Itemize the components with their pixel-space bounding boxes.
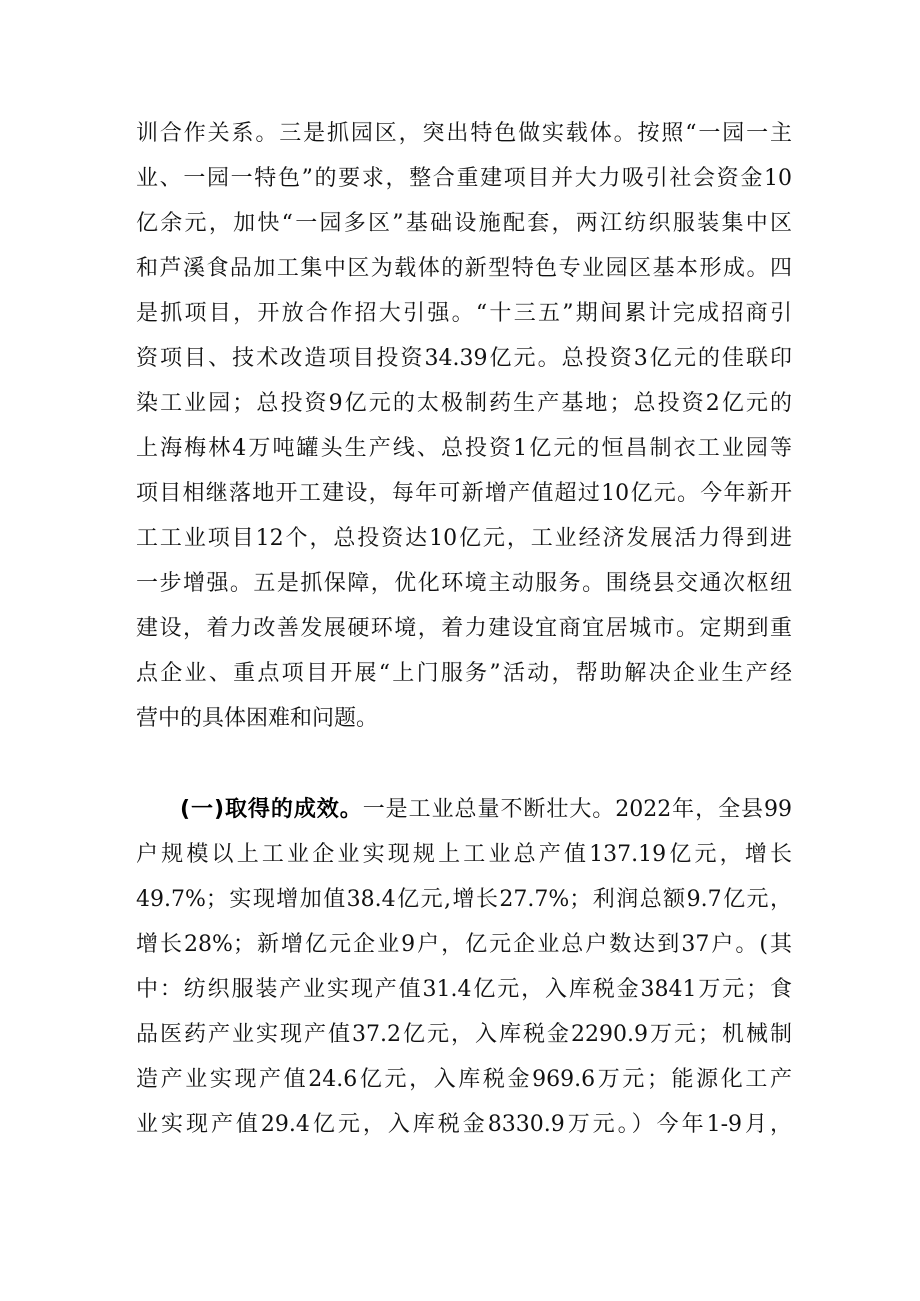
section-heading: (一)取得的成效。 bbox=[180, 797, 363, 822]
text-line: 是抓项目，开放合作招大引强。“十三五”期间累计完成招商引 bbox=[136, 301, 792, 326]
text-line-with-heading bbox=[136, 787, 792, 832]
text-line: 业实现产值29.4亿元，入库税金8330.9万元。）今年1-9月， bbox=[136, 1112, 792, 1137]
text-line: 业、一园一特色”的要求，整合重建项目并大力吸引社会资金10 bbox=[136, 166, 792, 191]
text-line: 品医药产业实现产值37.2亿元，入库税金2290.9万元；机械制 bbox=[136, 1022, 792, 1047]
text-line: 训合作关系。三是抓园区，突出特色做实载体。按照“一园一主 bbox=[136, 121, 792, 146]
text-line: 点企业、重点项目开展“上门服务”活动，帮助解决企业生产经 bbox=[136, 661, 792, 686]
text-line: 工工业项目12个，总投资达10亿元，工业经济发展活力得到进 bbox=[136, 526, 792, 551]
paragraph-industrial-measures bbox=[136, 111, 792, 741]
text-line: 染工业园；总投资9亿元的太极制药生产基地；总投资2亿元的 bbox=[136, 391, 792, 416]
text-line: 户规模以上工业企业实现规上工业总产值137.19亿元，增长 bbox=[136, 842, 792, 867]
text-line: 造产业实现产值24.6亿元，入库税金969.6万元；能源化工产 bbox=[136, 1067, 792, 1092]
text-line: 营中的具体困难和问题。 bbox=[136, 706, 379, 731]
text-line: 上海梅林4万吨罐头生产线、总投资1亿元的恒昌制衣工业园等 bbox=[136, 436, 792, 461]
paragraph-achievements bbox=[136, 787, 792, 1147]
text-line: 增长28%；新增亿元企业9户，亿元企业总户数达到37户。(其 bbox=[136, 932, 792, 957]
text-line: 项目相继落地开工建设，每年可新增产值超过10亿元。今年新开 bbox=[136, 481, 792, 506]
text-line: 亿余元，加快“一园多区”基础设施配套，两江纺织服装集中区 bbox=[136, 211, 792, 236]
text-line: 一步增强。五是抓保障，优化环境主动服务。围绕县交通次枢纽 bbox=[136, 571, 792, 596]
text-line: 资项目、技术改造项目投资34.39亿元。总投资3亿元的佳联印 bbox=[136, 346, 792, 371]
text-line: 中：纺织服装产业实现产值31.4亿元，入库税金3841万元；食 bbox=[136, 977, 792, 1002]
text-run: 一是工业总量不断壮大。2022年，全县99 bbox=[362, 797, 792, 822]
text-line: 建设，着力改善发展硬环境，着力建设宜商宜居城市。定期到重 bbox=[136, 616, 792, 641]
text-line: 49.7%；实现增加值38.4亿元,增长27.7%；利润总额9.7亿元， bbox=[136, 887, 792, 912]
text-line: 和芦溪食品加工集中区为载体的新型特色专业园区基本形成。四 bbox=[136, 256, 792, 281]
